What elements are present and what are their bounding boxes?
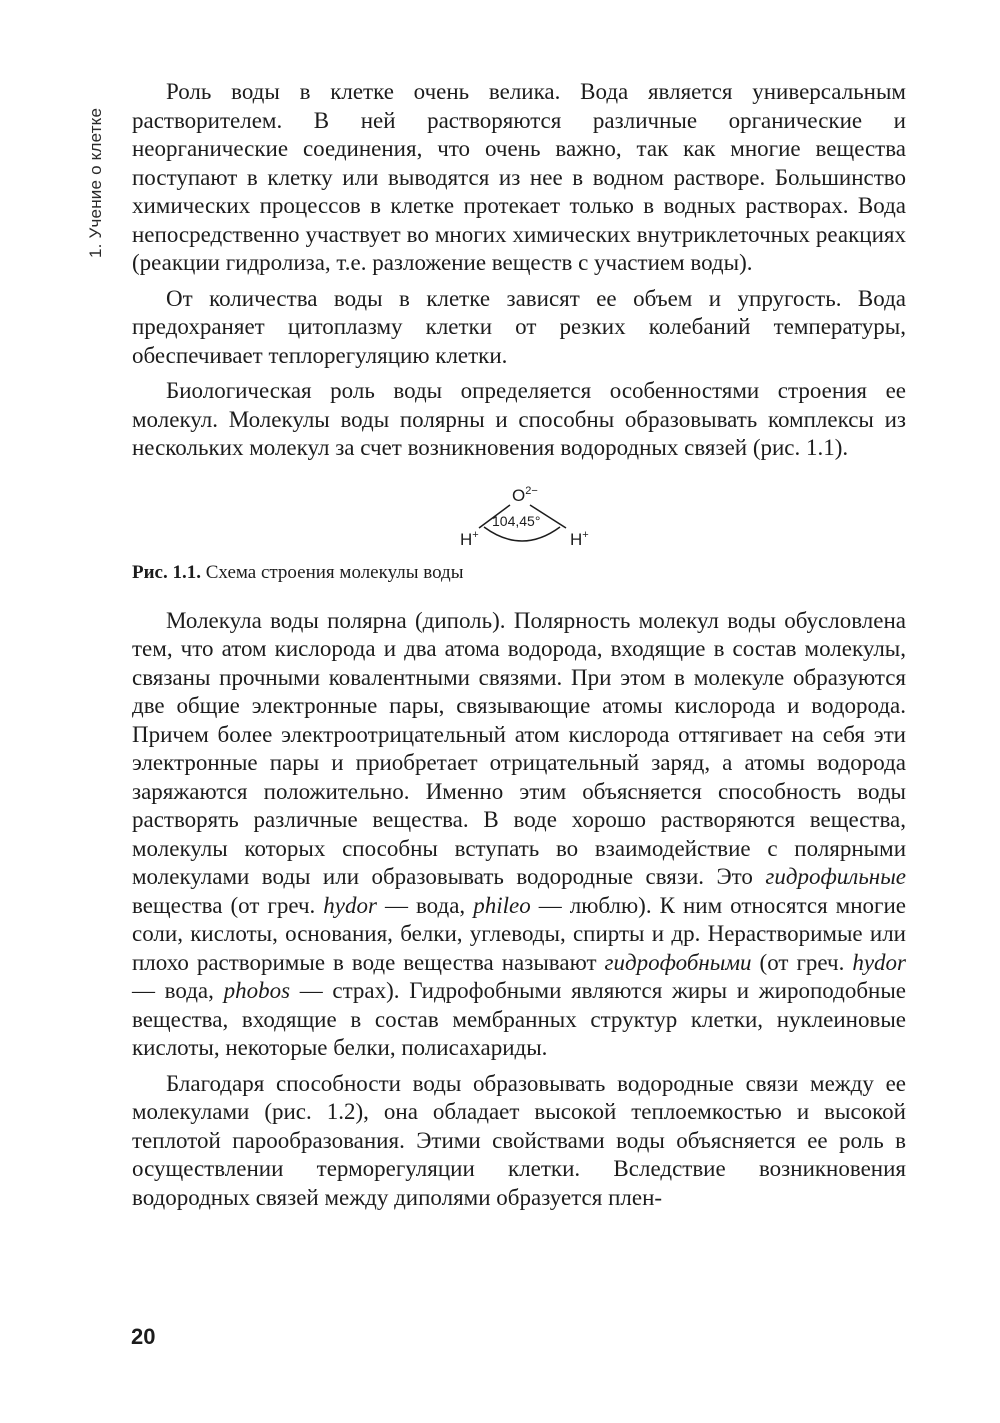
hydrogen-atom-right: H+ (570, 528, 589, 549)
term-hydrophobic: гидрофобными (604, 949, 752, 975)
hydrogen-atom-left: H+ (460, 528, 479, 549)
oxygen-atom: $O^{2-}$ (512, 484, 538, 505)
page-body (132, 78, 906, 1219)
caption-text: Схема строения молекулы воды (201, 561, 464, 583)
page-number: 20 (131, 1324, 156, 1349)
water-molecule-diagram (442, 483, 602, 553)
paragraph-dipole: Молекула воды полярна (диполь). Полярность молекул воды обусловлена тем, что атом кислорода и два атома водорода, входящие в состав молекулы, связаны прочными ковалентными связями. При этом в молекуле образуются две общие электронные пары, связывающие атомы кислорода и водорода. Причем более электроотрицательный атом кислорода оттягивает на себя эти электронные пары и приобретает отрицательный заряд, а атомы водорода заряжаются положительно. Именно этим объясняется способность воды растворять различные вещества. В воде хорошо растворяются вещества, молекулы которых способны вступать во взаимодействие с полярными молекулами воды или образовывать водородные связи. Это гидрофильные вещества (от греч. hydor — вода, phileo — люблю). К ним относятся многие соли, кислоты, основания, белки, углеводы, спирты и др. Нерастворимые или плохо растворимые в воде вещества называют гидрофобными (от греч. hydor — вода, phobos — страх). Гидрофобными являются жиры и жироподобные вещества, входящие в состав мембранных структур клетки, нуклеиновые кислоты, некоторые белки, полисахариды. (132, 607, 907, 1060)
section-label: 1. Учение о клетке (86, 107, 105, 258)
paragraph-water-biology: Биологическая роль воды определяется особенностями строения ее молекул. Молекулы воды полярны и способны образовывать комплексы из нескольких молекул за счет возникновения водородных связей (рис. 1.1). (132, 378, 906, 460)
bond-angle-label: 104,45° (492, 512, 541, 529)
paragraph-water-volume: От количества воды в клетке зависят ее объем и упругость. Вода предохраняет цитоплазму клетки от резких колебаний температуры, обеспечивает теплорегуляцию клетки. (132, 285, 906, 368)
running-head (84, 78, 106, 258)
term-hydrophilic: гидрофильные (765, 864, 906, 889)
water-molecule-figure (132, 483, 906, 553)
bond-angle-arc (484, 527, 560, 541)
caption-number: Рис. 1.1. (132, 561, 201, 583)
paragraph-water-role: Роль воды в клетке очень велика. Вода является универсальным растворителем. В ней растворяются различные органические и неорганические соединения, что очень важно, так как многие вещества поступают в клетку или выводятся из нее в водном растворе. Большинство химических процессов в клетке протекает только в водных растворах. Вода непосредственно участвует во многих химических внутриклеточных реакциях (реакции гидролиза, т.е. разложение веществ с участием воды). (132, 79, 906, 275)
figure-caption (132, 561, 906, 585)
paragraph-hydrogen-bonds: Благодаря способности воды образовывать водородные связи между ее молекулами (рис. 1.2), она обладает высокой теплоемкостью и высокой теплотой парообразования. Этими свойствами воды объясняется ее роль в осуществлении терморегуляции клетки. Вследствие возникновения водородных связей между диполями образуется плен- (132, 1070, 906, 1210)
